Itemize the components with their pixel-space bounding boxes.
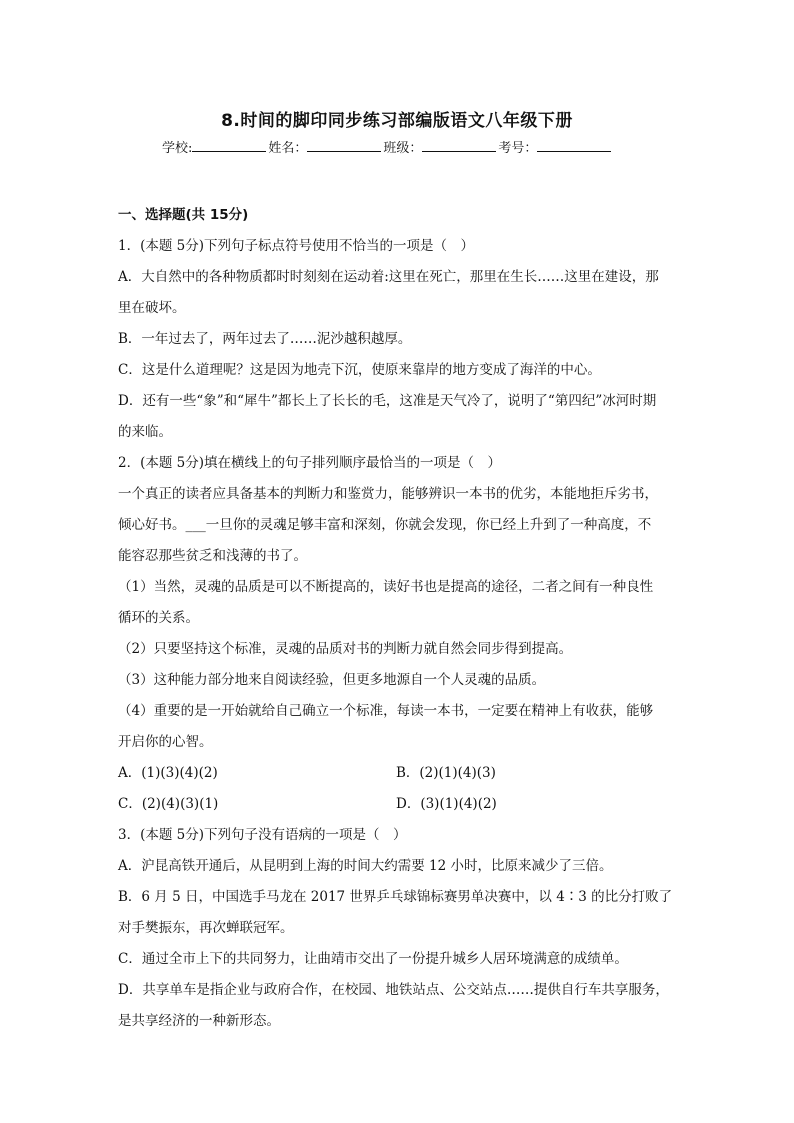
- q2-option-b: B．(2)(1)(4)(3): [396, 765, 496, 781]
- q3-option-b-cont: 对手樊振东，再次蝉联冠军。: [118, 920, 294, 936]
- q2-options-row-1: [118, 758, 688, 789]
- q2-sentence-1: （1）当然，灵魂的品质是可以不断提高的，读好书也是提高的途径，二者之间有一种良性: [118, 579, 654, 595]
- q2-sentence-4-cont: 开启你的心智。: [118, 734, 213, 750]
- q2-option-a: A．(1)(3)(4)(2): [118, 765, 218, 781]
- page-title: 8.时间的脚印同步练习部编版语文八年级下册: [221, 111, 573, 131]
- exam-content: [118, 200, 688, 1037]
- q2-sentence-2: （2）只要坚持这个标准，灵魂的品质对书的判断力就自然会同步得到提高。: [118, 641, 573, 657]
- q2-sentence-3: （3）这种能力部分地来自阅读经验，但更多地源自一个人灵魂的品质。: [118, 672, 546, 688]
- q2-passage-line: 能容忍那些贫乏和浅薄的书了。: [118, 548, 307, 564]
- q2-sentence-4: （4）重要的是一开始就给自己确立一个标准，每读一本书，一定要在精神上有收获，能够: [118, 703, 654, 719]
- school-blank[interactable]: [192, 139, 266, 152]
- name-label: 姓名：: [268, 141, 308, 156]
- section-heading: 一、选择题(共 15分): [118, 207, 249, 223]
- q2-stem: 2．(本题 5分)填在横线上的句子排列顺序最恰当的一项是（ ）: [118, 455, 502, 471]
- q2-option-c: C．(2)(4)(3)(1): [118, 796, 219, 812]
- class-blank[interactable]: [422, 139, 496, 152]
- exam-no-blank[interactable]: [537, 139, 611, 152]
- q3-stem: 3．(本题 5分)下列句子没有语病的一项是（ ）: [118, 827, 407, 843]
- q2-passage-line: 一个真正的读者应具备基本的判断力和鉴赏力，能够辨识一本书的优劣，本能地拒斥劣书，: [118, 486, 658, 502]
- q2-passage-line: 倾心好书。___一旦你的灵魂足够丰富和深刻，你就会发现，你已经上升到了一种高度，不: [118, 517, 652, 533]
- q2-sentence-1-cont: 循环的关系。: [118, 610, 199, 626]
- q3-option-c: C．通过全市上下的共同努力，让曲靖市交出了一份提升城乡人居环境满意的成绩单。: [118, 951, 628, 967]
- q1-stem: 1．(本题 5分)下列句子标点符号使用不恰当的一项是（ ）: [118, 238, 475, 254]
- q3-option-d: D．共享单车是指企业与政府合作，在校园、地铁站点、公交站点……提供自行车共享服务，: [118, 982, 669, 998]
- name-blank[interactable]: [307, 139, 381, 152]
- student-info-line: [162, 137, 613, 156]
- q3-option-d-cont: 是共享经济的一种新形态。: [118, 1013, 280, 1029]
- exam-no-label: 考号：: [498, 141, 538, 156]
- q1-option-d: D．还有一些“象”和“犀牛”都长上了长长的毛，这准是天气冷了，说明了“第四纪”冰河时期: [118, 393, 657, 409]
- q2-option-d: D．(3)(1)(4)(2): [396, 796, 497, 812]
- q1-option-b: B．一年过去了，两年过去了……泥沙越积越厚。: [118, 331, 412, 347]
- q1-option-a: A．大自然中的各种物质都时时刻刻在运动着:这里在死亡，那里在生长……这里在建设，那: [118, 269, 659, 285]
- q2-options-row-2: [118, 789, 688, 820]
- q1-option-d-cont: 的来临。: [118, 424, 172, 440]
- class-label: 班级：: [383, 141, 423, 156]
- q1-option-c: C．这是什么道理呢？这是因为地壳下沉，使原来靠岸的地方变成了海洋的中心。: [118, 362, 601, 378]
- q1-option-a-cont: 里在破坏。: [118, 300, 186, 316]
- school-label: 学校:: [162, 141, 193, 156]
- q3-option-b: B．6 月 5 日，中国选手马龙在 2017 世界乒乓球锦标赛男单决赛中，以 4∶3 的比分打败了: [118, 889, 673, 905]
- q3-option-a: A．沪昆高铁开通后，从昆明到上海的时间大约需要 12 小时，比原来减少了三倍。: [118, 858, 613, 874]
